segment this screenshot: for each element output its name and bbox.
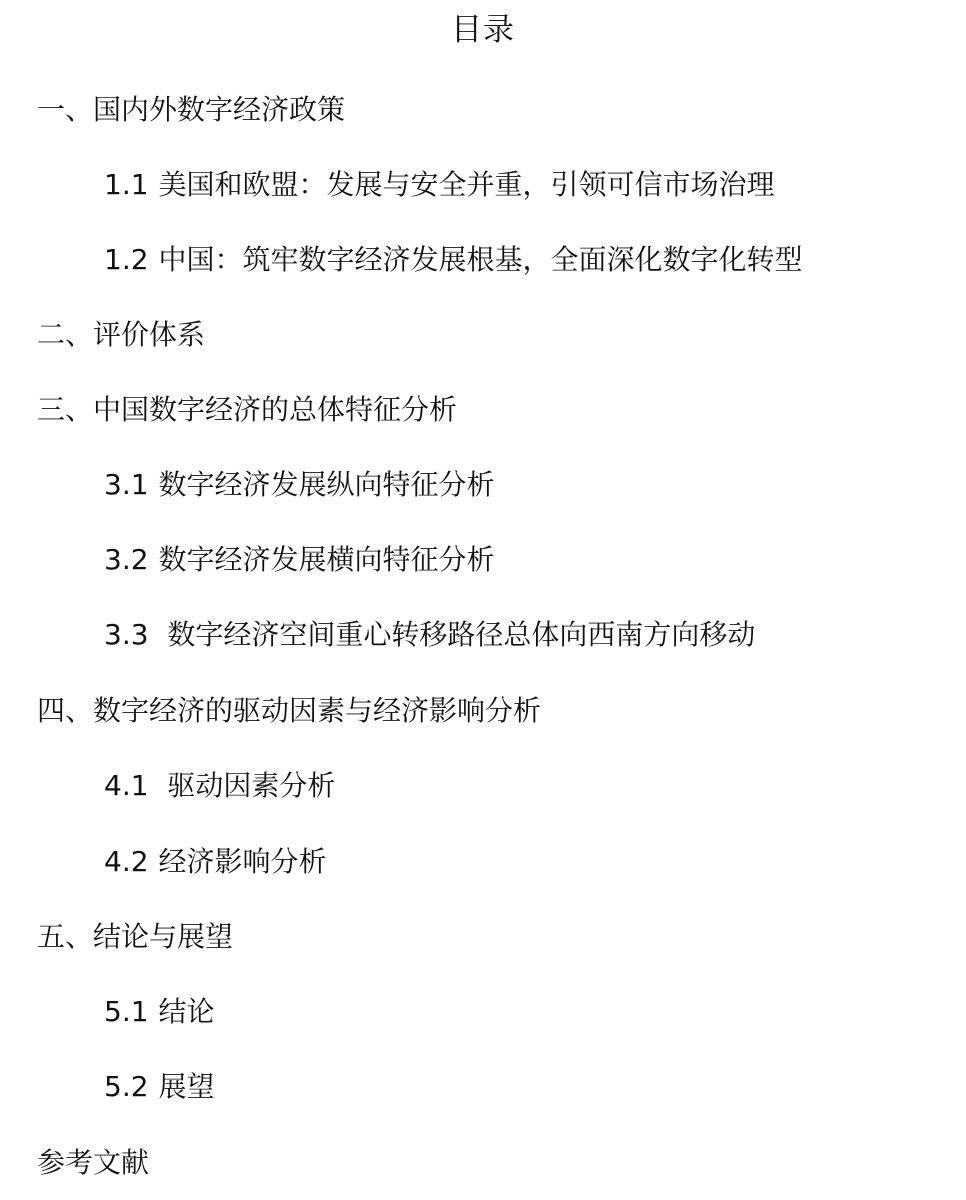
toc-entry-text: 结论 <box>158 995 215 1028</box>
toc-entry-5-2[interactable] <box>104 1065 215 1109</box>
toc-entry-1[interactable] <box>37 88 345 132</box>
toc-entry-text: 中国：筑牢数字经济发展根基，全面深化数字化转型 <box>158 243 803 276</box>
toc-entry-text: 四、数字经济的驱动因素与经济影响分析 <box>37 694 542 727</box>
toc-entry-number: 1.2 <box>104 243 149 276</box>
toc-entry-text: 经济影响分析 <box>158 845 327 878</box>
toc-entry-number: 5.1 <box>104 995 149 1028</box>
toc-entry-3[interactable] <box>37 388 457 432</box>
toc-entry-2[interactable] <box>37 313 205 357</box>
toc-entry-4[interactable] <box>37 689 541 733</box>
toc-entry-number: 5.2 <box>104 1070 149 1103</box>
toc-entry-text: 一、国内外数字经济政策 <box>37 93 346 126</box>
toc-entry-text: 数字经济发展纵向特征分析 <box>158 468 495 501</box>
toc-entry-text: 展望 <box>158 1070 215 1103</box>
toc-entry-number: 4.2 <box>104 845 149 878</box>
toc-entry-number: 3.2 <box>104 543 149 576</box>
toc-entry-3-2[interactable] <box>104 538 495 582</box>
toc-entry-number: 1.1 <box>104 168 149 201</box>
toc-entry-references[interactable] <box>37 1141 149 1185</box>
toc-entry-number: 3.3 <box>104 618 149 651</box>
toc-entry-text: 数字经济发展横向特征分析 <box>158 543 495 576</box>
toc-entry-number: 4.1 <box>104 769 149 802</box>
toc-title: 目录 <box>451 12 515 48</box>
toc-entry-number: 3.1 <box>104 468 149 501</box>
toc-entry-text: 数字经济空间重心转移路径总体向西南方向移动 <box>158 618 756 651</box>
toc-entry-text: 驱动因素分析 <box>158 769 336 802</box>
toc-entry-1-2[interactable] <box>104 238 803 282</box>
toc-entry-5-1[interactable] <box>104 990 215 1034</box>
toc-entry-3-3[interactable] <box>104 613 755 657</box>
toc-entry-text: 参考文献 <box>37 1146 150 1179</box>
toc-entry-text: 五、结论与展望 <box>37 920 234 953</box>
toc-entry-text: 美国和欧盟：发展与安全并重，引领可信市场治理 <box>158 168 775 201</box>
toc-entry-text: 二、评价体系 <box>37 318 206 351</box>
toc-entry-1-1[interactable] <box>104 163 775 207</box>
toc-entry-text: 三、中国数字经济的总体特征分析 <box>37 393 458 426</box>
toc-entry-4-2[interactable] <box>104 840 327 884</box>
toc-entry-4-1[interactable] <box>104 764 335 808</box>
toc-entry-5[interactable] <box>37 915 233 959</box>
toc-entry-3-1[interactable] <box>104 463 495 507</box>
